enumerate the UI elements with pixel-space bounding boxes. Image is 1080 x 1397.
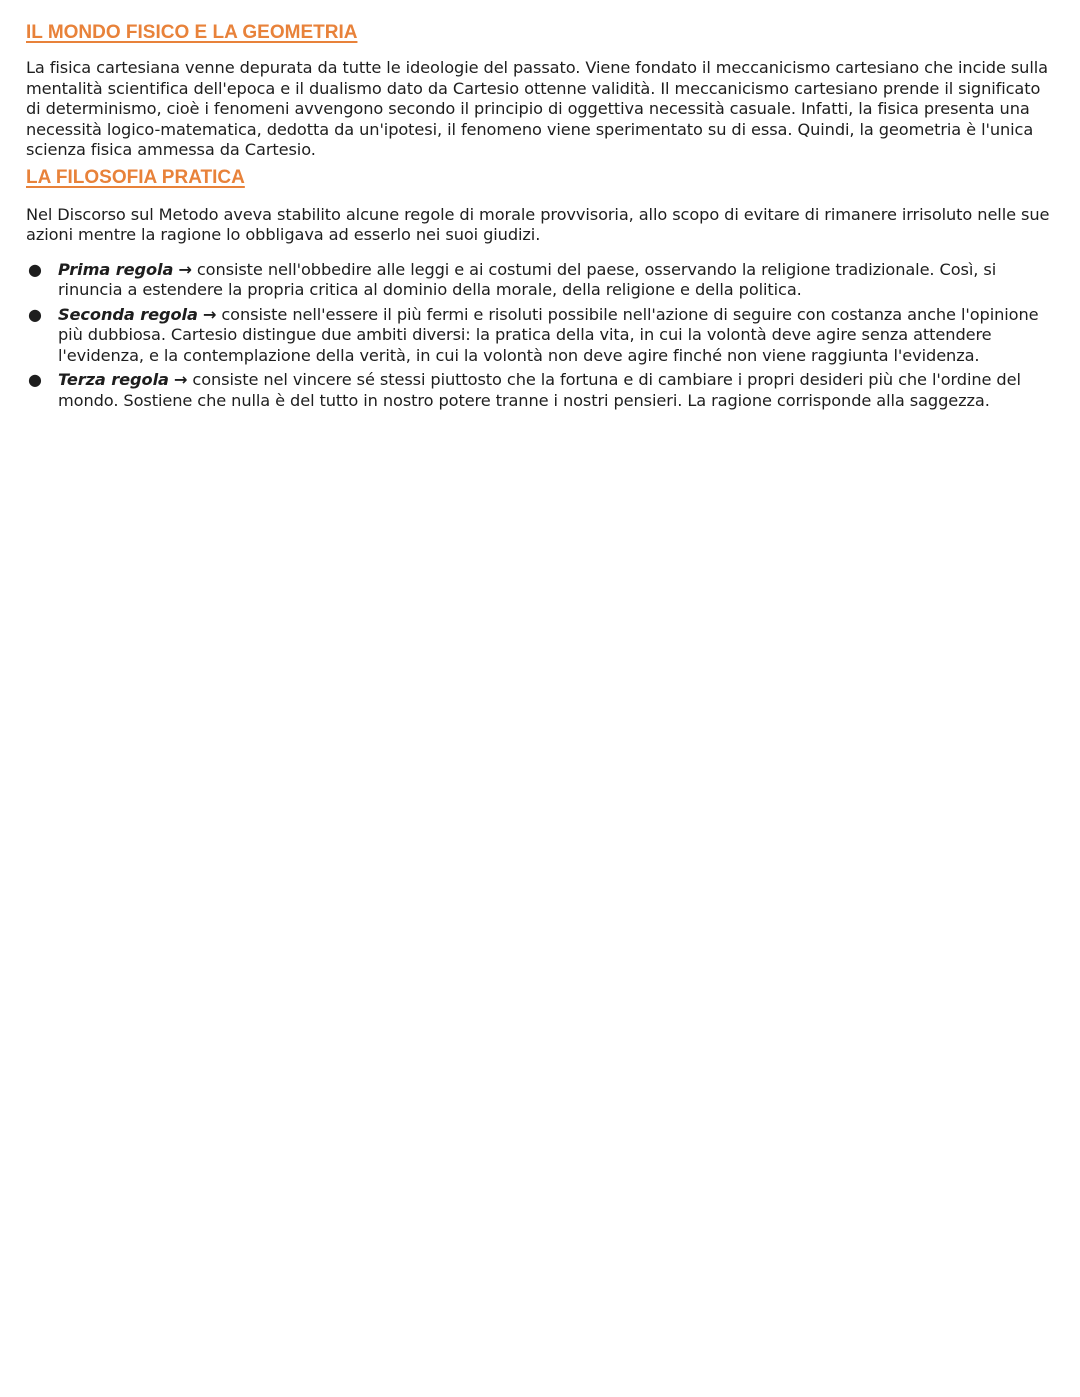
list-item-seconda-regola (26, 305, 1056, 367)
list-item-prima-regola (26, 260, 1056, 301)
rule-text: consiste nell'obbedire alle leggi e ai costumi del paese, osservando la religione tradizionale. Così, si rinuncia a estendere la propria critica al dominio della morale, della religione e della politica. (58, 259, 997, 299)
bullet-icon: ● (28, 304, 42, 324)
arrow-right-icon: → (178, 259, 192, 279)
bullet-icon: ● (28, 370, 42, 389)
section-heading-mondo-fisico: IL MONDO FISICO E LA GEOMETRIA (26, 22, 358, 43)
document-page (26, 22, 1056, 415)
rule-title: Prima regola (58, 259, 174, 279)
paragraph-morale-provvisoria: Nel Discorso sul Metodo aveva stabilito alcune regole di morale provvisoria, allo scopo di evitare di rimanere irrisoluto nelle sue azioni mentre la ragione lo obbligava ad esserlo nei suoi giudizi. (26, 204, 1050, 244)
rule-title: Terza regola (58, 370, 169, 389)
section-heading-filosofia-pratica: LA FILOSOFIA PRATICA (26, 166, 245, 188)
rule-text: consiste nell'essere il più fermi e risoluti possibile nell'azione di seguire con costanza anche l'opinione più dubbiosa. Cartesio distingue due ambiti diversi: la pratica della vita, in cui la volontà deve agire senza attendere l'evidenza, e la contemplazione della verità, in cui la volontà non deve agire finché non viene raggiunta l'evidenza. (58, 304, 1039, 365)
rule-text: consiste nel vincere sé stessi piuttosto che la fortuna e di cambiare i propri desideri più che l'ordine del mondo. Sostiene che nulla è del tutto in nostro potere tranne i nostri pensieri. La ragione corrisponde alla saggezza. (58, 370, 1021, 410)
arrow-right-icon: → (202, 304, 217, 324)
rules-list (26, 260, 1056, 412)
paragraph-fisica-cartesiana: La fisica cartesiana venne depurata da tutte le ideologie del passato. Viene fondato il meccanicismo cartesiano che incide sulla mentalità scientifica dell'epoca e il dualismo dato da Cartesio ottenne validità. Il meccanicismo cartesiano prende il significato di determinismo, cioè i fenomeni avvengono secondo il principio di oggettiva necessità casuale. Infatti, la fisica presenta una necessità logico-matematica, dedotta da un'ipotesi, il fenomeno viene sperimentato su di essa. Quindi, la geometria è l'unica scienza fisica ammessa da Cartesio. (26, 58, 1048, 159)
list-item-terza-regola (26, 370, 1056, 411)
rule-title: Seconda regola (58, 304, 198, 324)
bullet-icon: ● (28, 259, 42, 279)
arrow-right-icon: → (173, 370, 188, 389)
